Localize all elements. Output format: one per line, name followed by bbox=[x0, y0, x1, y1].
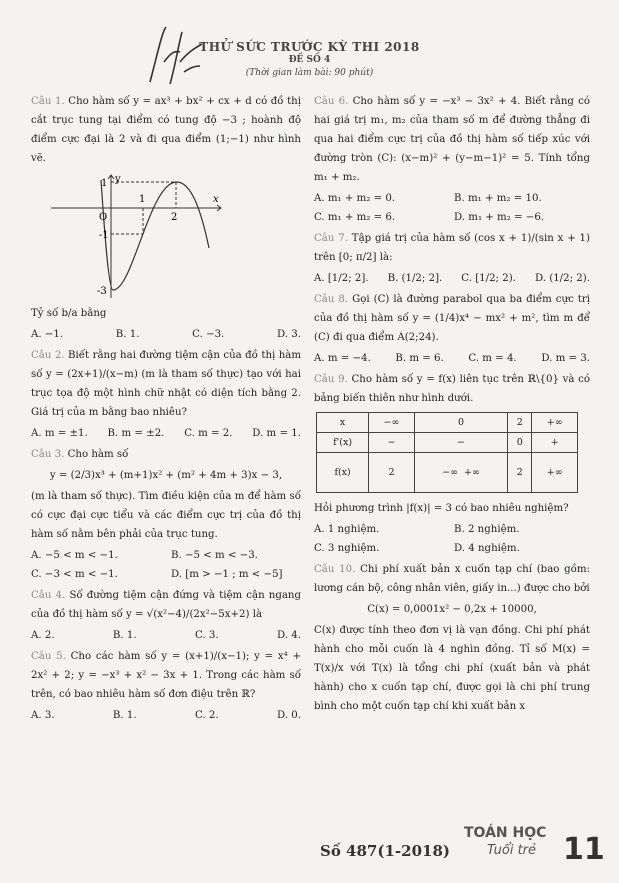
answers-q6 bbox=[314, 189, 590, 227]
f-value-ninf: −∞ bbox=[442, 467, 458, 478]
f-value-2: 2 bbox=[388, 467, 395, 478]
answers-q1 bbox=[31, 325, 301, 344]
answer-a[interactable]: A. [1/2; 2]. bbox=[314, 273, 369, 284]
row-head-fp: f'(x) bbox=[317, 433, 369, 453]
answers-q9 bbox=[314, 520, 590, 558]
tick-x-1: 1 bbox=[139, 194, 146, 205]
question-label: Câu 4. bbox=[31, 590, 66, 601]
cell-f-mid bbox=[414, 453, 507, 493]
question-5 bbox=[31, 647, 301, 704]
answer-c[interactable]: C. m₁ + m₂ = 6. bbox=[314, 212, 396, 223]
tick-y-1: 1 bbox=[101, 178, 108, 189]
cubic-graph bbox=[41, 170, 241, 300]
magazine-logo-title: TOÁN HỌC bbox=[464, 825, 547, 841]
issue-number: Số 487(1-2018) bbox=[320, 842, 450, 860]
question-10 bbox=[314, 560, 590, 598]
answer-a[interactable]: A. 2. bbox=[31, 630, 55, 641]
question-text: Cho hàm số bbox=[67, 449, 129, 460]
origin-label: O bbox=[99, 212, 108, 223]
axis-label-x: x bbox=[213, 194, 219, 205]
left-column bbox=[31, 92, 301, 727]
cell-f-min: 2 bbox=[508, 453, 532, 493]
answer-d[interactable]: D. m₁ + m₂ = −6. bbox=[454, 212, 545, 223]
cell-f-left bbox=[369, 453, 415, 493]
answer-b[interactable]: B. −5 < m < −3. bbox=[171, 550, 258, 561]
answer-b[interactable]: B. m = ±2. bbox=[107, 428, 165, 439]
cell-minus2: − bbox=[414, 433, 507, 453]
question-label: Câu 8. bbox=[314, 294, 349, 305]
cell-minus: − bbox=[369, 433, 415, 453]
row-head-x: x bbox=[317, 413, 369, 433]
question-label: Câu 6. bbox=[314, 96, 349, 107]
answer-b[interactable]: B. 2 nghiệm. bbox=[454, 524, 520, 535]
page-subtitle: ĐỀ SỐ 4 bbox=[288, 55, 331, 65]
answer-c[interactable]: C. 2. bbox=[194, 710, 219, 721]
answer-d[interactable]: D. m = 1. bbox=[252, 428, 301, 439]
cell-pinf: +∞ bbox=[532, 413, 578, 433]
answer-d[interactable]: D. 3. bbox=[276, 329, 301, 340]
answer-b[interactable]: B. m = 6. bbox=[395, 353, 444, 364]
answers-q7 bbox=[314, 269, 590, 288]
cell-ninf: −∞ bbox=[369, 413, 415, 433]
answers-q2 bbox=[31, 424, 301, 443]
question-text: Cho hàm số y = −x³ − 3x² + 4. Biết rằng có hai giá trị m₁, m₂ của tham số m để đường thẳng đi qua hai điểm cực trị của đồ thị hàm số tiếp xúc với đường tròn (C): (x−m)² + (y−m−1)² = 5. Tính tổng m₁ + m₂. bbox=[314, 96, 590, 183]
axis-label-y: y bbox=[115, 174, 121, 185]
answer-c[interactable]: C. [1/2; 2). bbox=[461, 273, 516, 284]
cell-two: 2 bbox=[508, 413, 532, 433]
question-text: Tập giá trị của hàm số (cos x + 1)/(sin x + 1) trên [0; π/2] là: bbox=[314, 233, 590, 263]
answer-a[interactable]: A. −1. bbox=[31, 329, 64, 340]
answer-b[interactable]: B. m₁ + m₂ = 10. bbox=[454, 193, 542, 204]
cell-zero-deriv: 0 bbox=[508, 433, 532, 453]
formula-q3: y = (2/3)x³ + (m+1)x² + (m² + 4m + 3)x − 3, bbox=[49, 470, 283, 481]
question-3 bbox=[31, 445, 301, 464]
answer-a[interactable]: A. m = −4. bbox=[314, 353, 371, 364]
answer-a[interactable]: A. 1 nghiệm. bbox=[314, 524, 380, 535]
answer-d[interactable]: D. 0. bbox=[276, 710, 301, 721]
page-number: 11 bbox=[563, 832, 605, 867]
row-head-f: f(x) bbox=[317, 453, 369, 493]
question-label: Câu 1. bbox=[31, 96, 65, 107]
f-value-pinf: +∞ bbox=[464, 467, 480, 478]
question-8 bbox=[314, 290, 590, 347]
question-3-condition: (m là tham số thực). Tìm điều kiện của m để hàm số có cực đại cực tiểu và các điểm cực trị của đồ thị hàm số nằm bên phải của trục tung. bbox=[31, 491, 301, 540]
time-note: (Thời gian làm bài: 90 phút) bbox=[245, 68, 374, 78]
question-4 bbox=[31, 586, 301, 624]
answers-q3 bbox=[31, 546, 301, 584]
answer-c[interactable]: C. −3 < m < −1. bbox=[31, 569, 118, 580]
answer-d[interactable]: D. 4. bbox=[276, 630, 301, 641]
answer-c[interactable]: C. m = 4. bbox=[468, 353, 517, 364]
answer-d[interactable]: D. 4 nghiệm. bbox=[454, 543, 520, 554]
answer-a[interactable]: A. m₁ + m₂ = 0. bbox=[314, 193, 396, 204]
answer-b[interactable]: B. (1/2; 2]. bbox=[387, 273, 443, 284]
question-label: Câu 9. bbox=[314, 374, 348, 385]
question-text: Cho các hàm số y = (x+1)/(x−1); y = x⁴ + 2x² + 2; y = −x³ + x² − 3x + 1. Trong các hàm số trên, có bao nhiêu hàm số đơn điệu trên ℝ? bbox=[31, 651, 301, 700]
answer-c[interactable]: C. 3. bbox=[194, 630, 219, 641]
answer-a[interactable]: A. 3. bbox=[31, 710, 55, 721]
question-1-ask: Tỷ số b/a bằng bbox=[31, 308, 107, 319]
cell-plus: + bbox=[532, 433, 578, 453]
right-column bbox=[314, 92, 590, 718]
answer-c[interactable]: C. 3 nghiệm. bbox=[314, 543, 380, 554]
answer-b[interactable]: B. 1. bbox=[115, 329, 140, 340]
question-label: Câu 5. bbox=[31, 651, 66, 662]
answer-d[interactable]: D. [m > −1 ; m < −5] bbox=[171, 569, 283, 580]
answers-q4 bbox=[31, 626, 301, 645]
cell-f-right: +∞ bbox=[532, 453, 578, 493]
answers-q5 bbox=[31, 706, 301, 725]
question-1 bbox=[31, 92, 301, 168]
question-label: Câu 10. bbox=[314, 564, 356, 575]
answer-d[interactable]: D. m = 3. bbox=[541, 353, 590, 364]
question-2 bbox=[31, 346, 301, 422]
question-text: Cho hàm số y = f(x) liên tục trên ℝ\{0} và có bảng biến thiên như hình dưới. bbox=[314, 374, 590, 404]
question-text: Cho hàm số y = ax³ + bx² + cx + d có đồ thị cắt trục tung tại điểm có tung độ −3 ; hoành độ điểm cực đại là 2 và đi qua điểm (1;−1) như hình vẽ. bbox=[31, 96, 301, 164]
answer-b[interactable]: B. 1. bbox=[112, 630, 137, 641]
question-text: Gọi (C) là đường parabol qua ba điểm cực trị của đồ thị hàm số y = (1/4)x⁴ − mx² + m², tìm m để (C) đi qua điểm A(2;24). bbox=[314, 294, 590, 343]
answer-d[interactable]: D. (1/2; 2). bbox=[534, 273, 590, 284]
question-label: Câu 3. bbox=[31, 449, 65, 460]
magazine-logo-subtitle: Tuổi trẻ bbox=[487, 843, 537, 858]
question-label: Câu 7. bbox=[314, 233, 348, 244]
question-text: Biết rằng hai đường tiệm cận của đồ thị hàm số y = (2x+1)/(x−m) (m là tham số thực) tạo với hai trục tọa độ một hình chữ nhật có diện tích bằng 2. Giá trị của m bằng bao nhiêu? bbox=[31, 350, 302, 418]
answer-a[interactable]: A. −5 < m < −1. bbox=[31, 550, 118, 561]
answer-c[interactable]: C. m = 2. bbox=[184, 428, 233, 439]
question-9-ask: Hỏi phương trình |f(x)| = 3 có bao nhiêu nghiệm? bbox=[314, 503, 569, 514]
question-text: Chi phí xuất bản x cuốn tạp chí (bao gồm: lương cán bộ, công nhân viên, giấy in...) được cho bởi bbox=[314, 564, 590, 594]
cell-zero: 0 bbox=[414, 413, 507, 433]
question-6 bbox=[314, 92, 590, 187]
tick-y-minus1: -1 bbox=[99, 230, 109, 241]
answer-a[interactable]: A. m = ±1. bbox=[31, 428, 88, 439]
answer-c[interactable]: C. −3. bbox=[192, 329, 225, 340]
question-7 bbox=[314, 229, 590, 267]
formula-q10: C(x) = 0,0001x² − 0,2x + 10000, bbox=[367, 604, 537, 615]
question-label: Câu 2. bbox=[31, 350, 65, 361]
tick-x-2: 2 bbox=[171, 212, 178, 223]
question-10-cont: C(x) được tính theo đơn vị là vạn đồng. Chi phí phát hành cho mỗi cuốn là 4 nghìn đồng. Tỉ số M(x) = T(x)/x với T(x) là tổng chi phí (xuất bản và phát hành) cho x cuốn tạp chí, được gọi là chi phí trung bình cho một cuốn tạp chí khi xuất bản x bbox=[314, 625, 590, 712]
question-9 bbox=[314, 370, 590, 408]
page-title: THỬ SỨC TRƯỚC KỲ THI 2018 bbox=[199, 40, 420, 54]
answers-q8 bbox=[314, 349, 590, 368]
answer-b[interactable]: B. 1. bbox=[112, 710, 137, 721]
question-text: Số đường tiệm cận đứng và tiệm cận ngang của đồ thị hàm số y = √(x²−4)/(2x²−5x+2) là bbox=[31, 590, 302, 620]
variation-table bbox=[316, 412, 578, 493]
tick-y-minus3: -3 bbox=[97, 286, 107, 297]
